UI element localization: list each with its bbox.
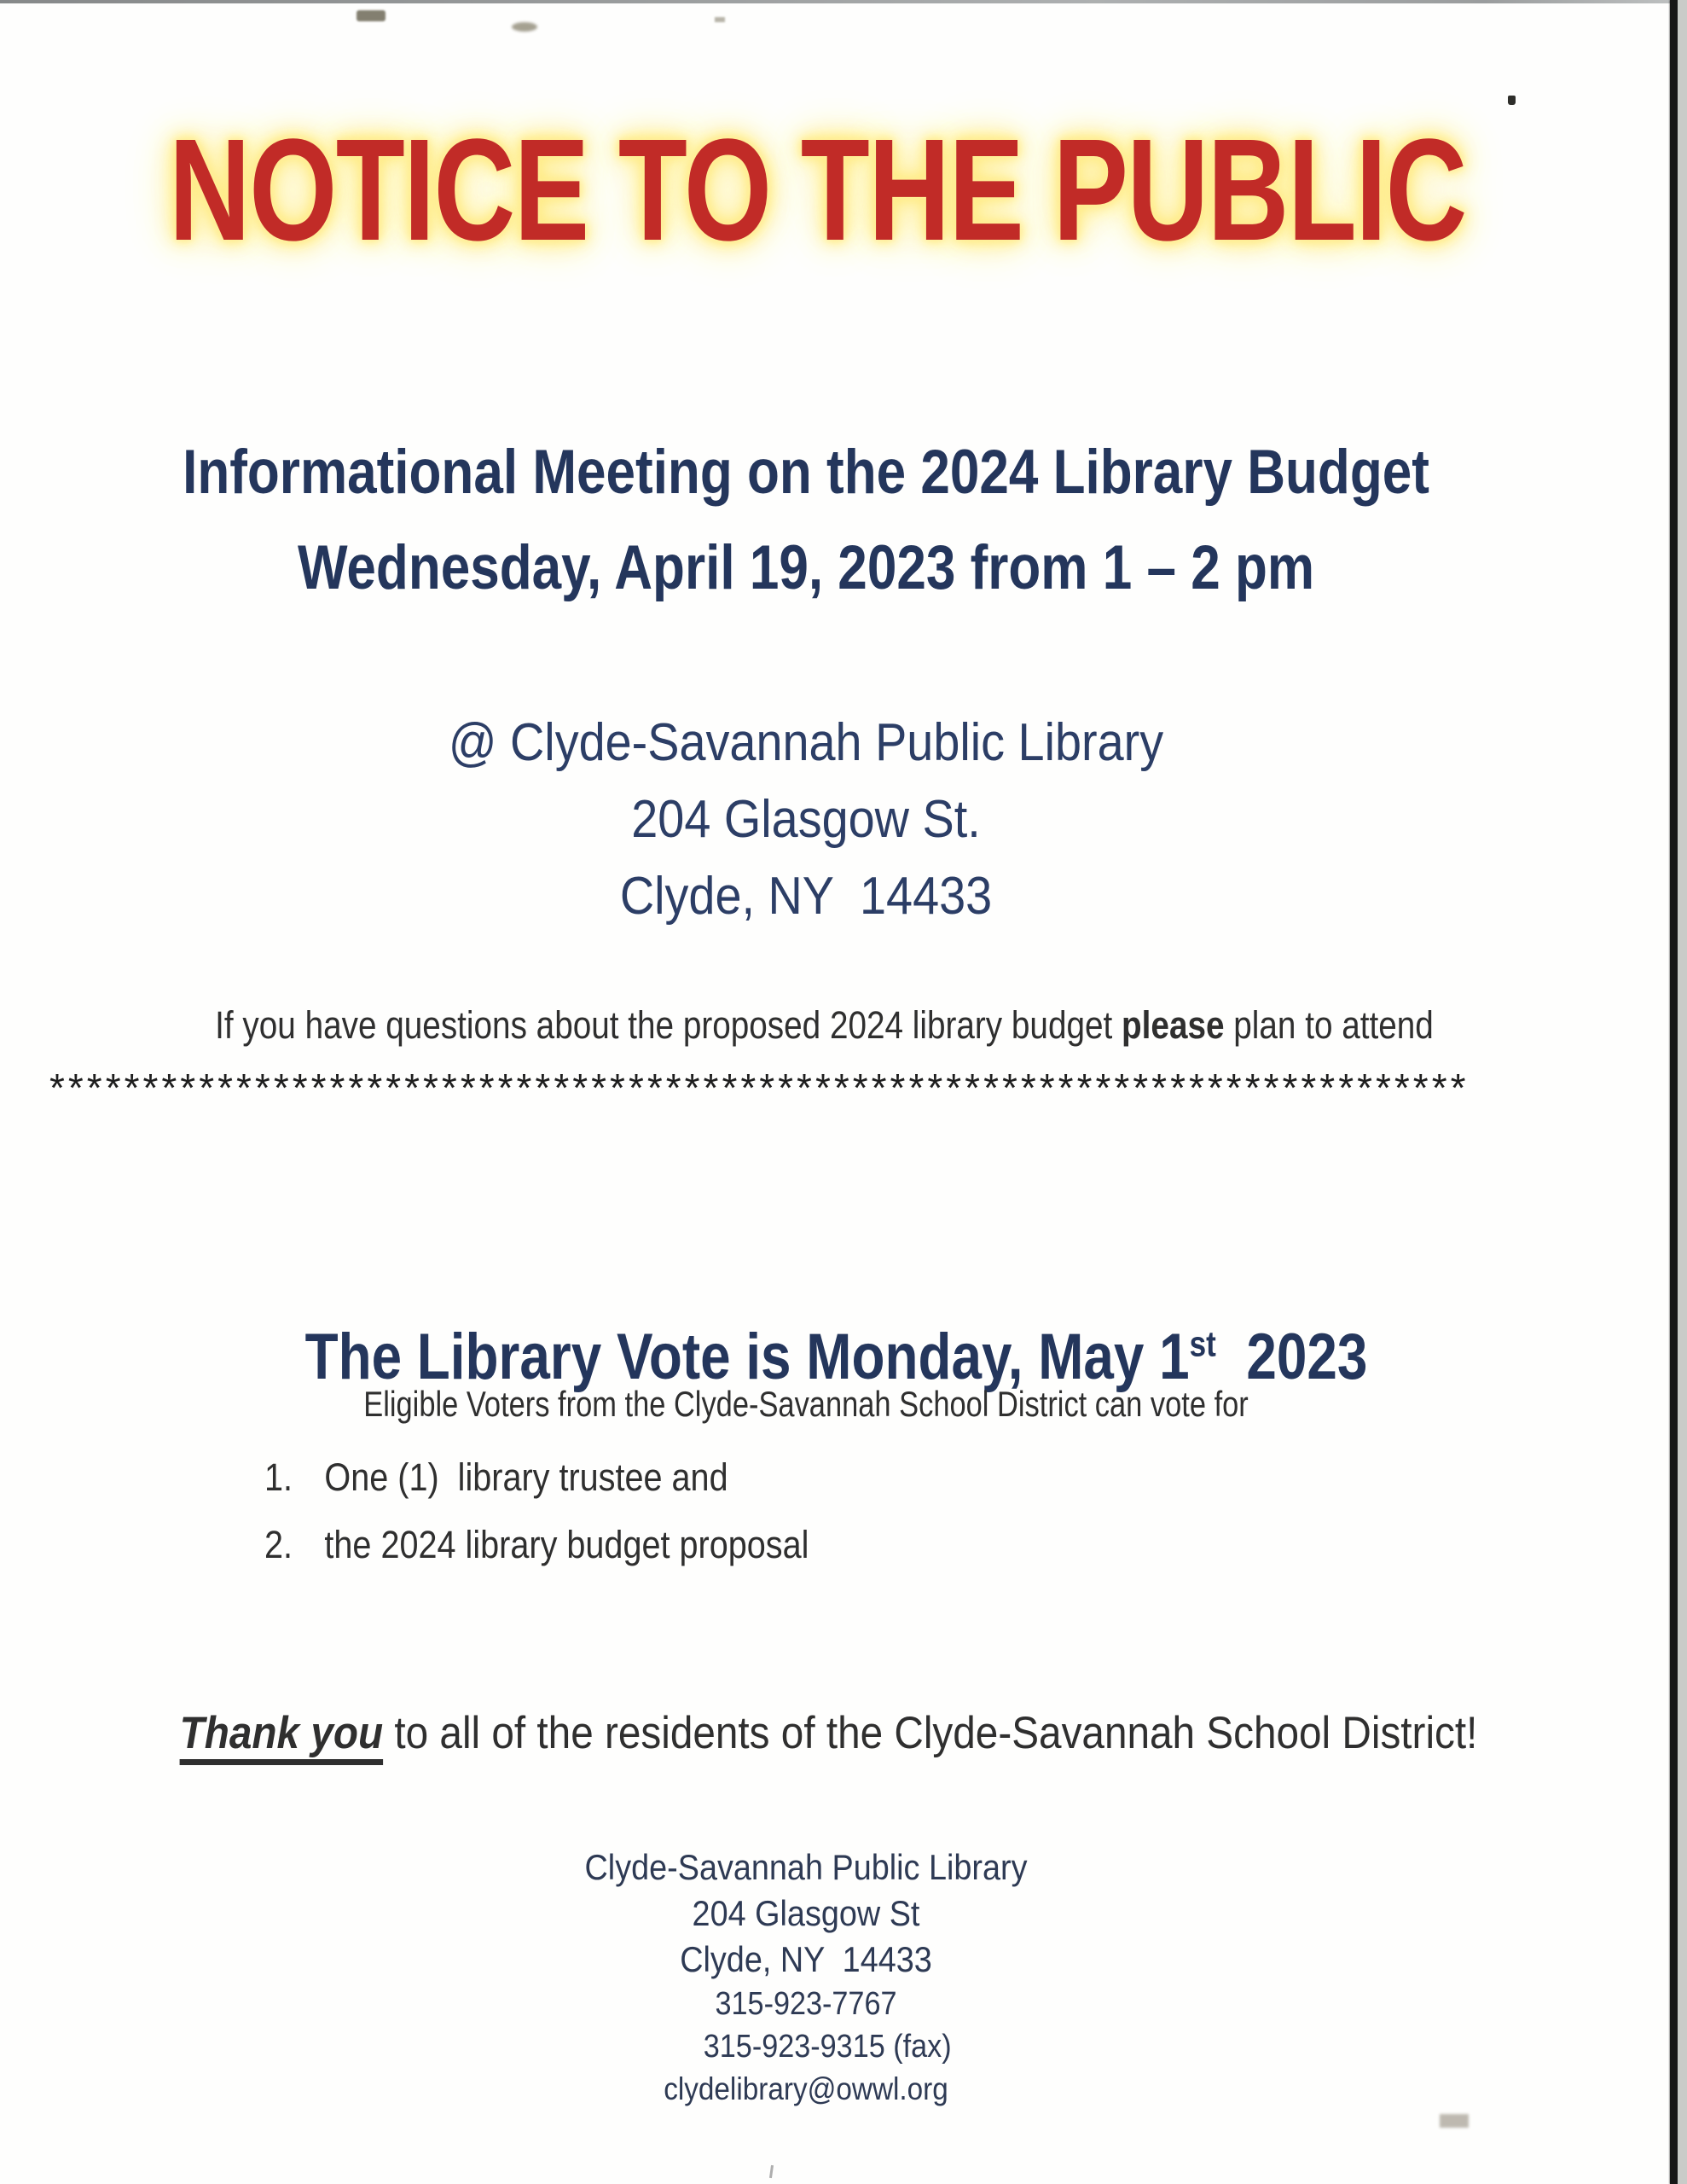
scan-speck [769,2165,774,2178]
vote-heading-year: 2023 [1215,1321,1368,1393]
footer-contact-block [81,1844,1532,2111]
footer-email: clydelibrary@owwl.org [664,2071,948,2106]
list-item-text: One (1) library trustee and [324,1455,728,1499]
asterisk-divider: **************************************************************************** [49,1068,1470,1107]
list-item [264,1443,883,1511]
footer-city-state-zip: Clyde, NY 14433 [680,1939,932,1979]
meeting-heading-line1: Informational Meeting on the 2024 Library Budget [183,438,1429,507]
note-emphasis: please [1122,1003,1225,1047]
vote-heading-text: The Library Vote is Monday, May 1 [304,1321,1190,1393]
list-item-number: 2. [264,1523,293,1566]
list-item-number: 1. [264,1455,293,1499]
thank-you-line [81,1655,1532,1811]
note-text-prefix: If you have questions about the proposed 2024 library budget [215,1003,1122,1047]
eligibility-intro: Eligible Voters from the Clyde-Savannah School District can vote for [363,1384,1249,1424]
footer-library-name: Clyde-Savannah Public Library [584,1847,1028,1887]
footer-street: 204 Glasgow St [692,1893,920,1933]
note-text-suffix: plan to attend [1224,1003,1434,1047]
list-item [264,1511,883,1578]
scan-right-edge-gray [1678,0,1687,2184]
vote-items-list [264,1443,883,1578]
scan-smudge [715,17,725,22]
scan-smudge [512,22,537,32]
location-name: @ Clyde-Savannah Public Library [448,713,1164,772]
scan-right-edge-black [1670,0,1678,2184]
location-street: 204 Glasgow St. [631,790,981,849]
vote-heading-ordinal: st [1189,1323,1216,1364]
thank-you-text: to all of the residents of the Clyde-Savannah School District! [383,1708,1478,1758]
notice-title: NOTICE TO THE PUBLIC [169,109,1466,271]
vote-heading [129,1246,1483,1468]
list-item-text: the 2024 library budget proposal [324,1523,809,1566]
thank-you-emphasis: Thank you [180,1708,384,1765]
meeting-location-block [81,705,1532,935]
footer-fax: 315-923-9315 (fax) [703,2029,952,2065]
scan-speck [1508,96,1516,105]
scan-top-edge [0,0,1687,3]
footer-phone: 315-923-7767 [715,1986,897,2022]
scan-smudge [1440,2114,1469,2128]
meeting-heading-line2: Wednesday, April 19, 2023 from 1 – 2 pm [297,533,1315,602]
location-city-state-zip: Clyde, NY 14433 [619,867,993,926]
scan-smudge [357,10,386,21]
meeting-heading [121,425,1492,616]
